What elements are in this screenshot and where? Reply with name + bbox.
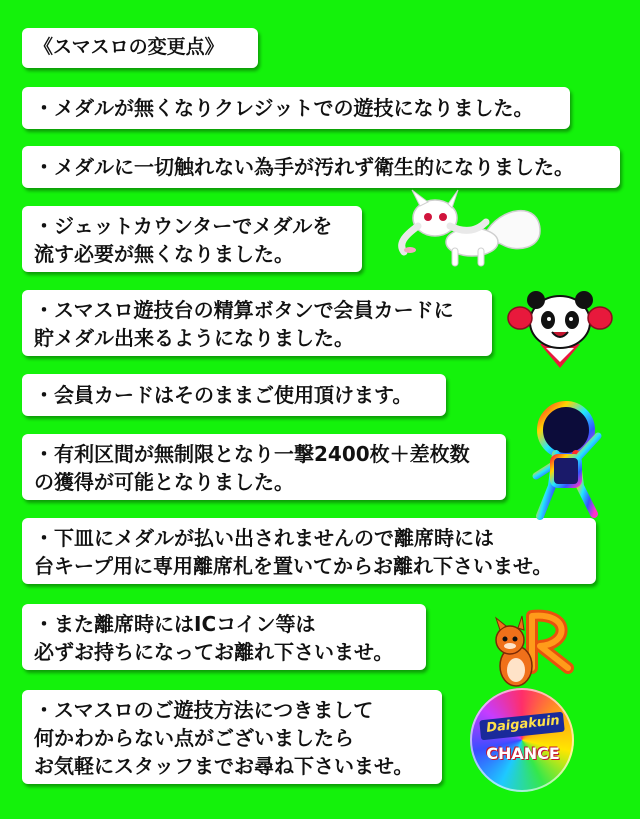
note-leaving-seat: ・下皿にメダルが払い出されませんので離席時には 台キープ用に専用離席札を置いてからお離れ下さいませ。 bbox=[22, 518, 596, 584]
logo-line1: Daigakuin bbox=[485, 713, 561, 736]
note-credit-play: ・メダルが無くなりクレジットでの遊技になりました。 bbox=[22, 87, 570, 129]
note-ic-coin: ・また離席時にはICコイン等は 必ずお持ちになってお離れ下さいませ。 bbox=[22, 604, 426, 670]
white-creature-illustration bbox=[390, 186, 550, 270]
rainbow-figure-illustration bbox=[522, 396, 612, 520]
daigakuin-chance-logo bbox=[470, 688, 574, 792]
title-label: 《スマスロの変更点》 bbox=[22, 28, 258, 68]
note-ask-staff: ・スマスロのご遊技方法につきまして 何かわからない点がございましたら お気軽にスタッフまでお尋ね下さいませ。 bbox=[22, 690, 442, 784]
note-member-card: ・会員カードはそのままご使用頂けます。 bbox=[22, 374, 446, 416]
note-unlimited-section: ・有利区間が無制限となり一撃2400枚＋差枚数 の獲得が可能となりました。 bbox=[22, 434, 506, 500]
note-hygiene: ・メダルに一切触れない為手が汚れず衛生的になりました。 bbox=[22, 146, 620, 188]
logo-line2: CHANCE bbox=[486, 744, 560, 763]
squirrel-mascot-illustration bbox=[480, 606, 580, 696]
boxing-panda-illustration bbox=[506, 288, 614, 370]
note-jet-counter: ・ジェットカウンターでメダルを 流す必要が無くなりました。 bbox=[22, 206, 362, 272]
note-member-card-savings: ・スマスロ遊技台の精算ボタンで会員カードに 貯メダル出来るようになりました。 bbox=[22, 290, 492, 356]
